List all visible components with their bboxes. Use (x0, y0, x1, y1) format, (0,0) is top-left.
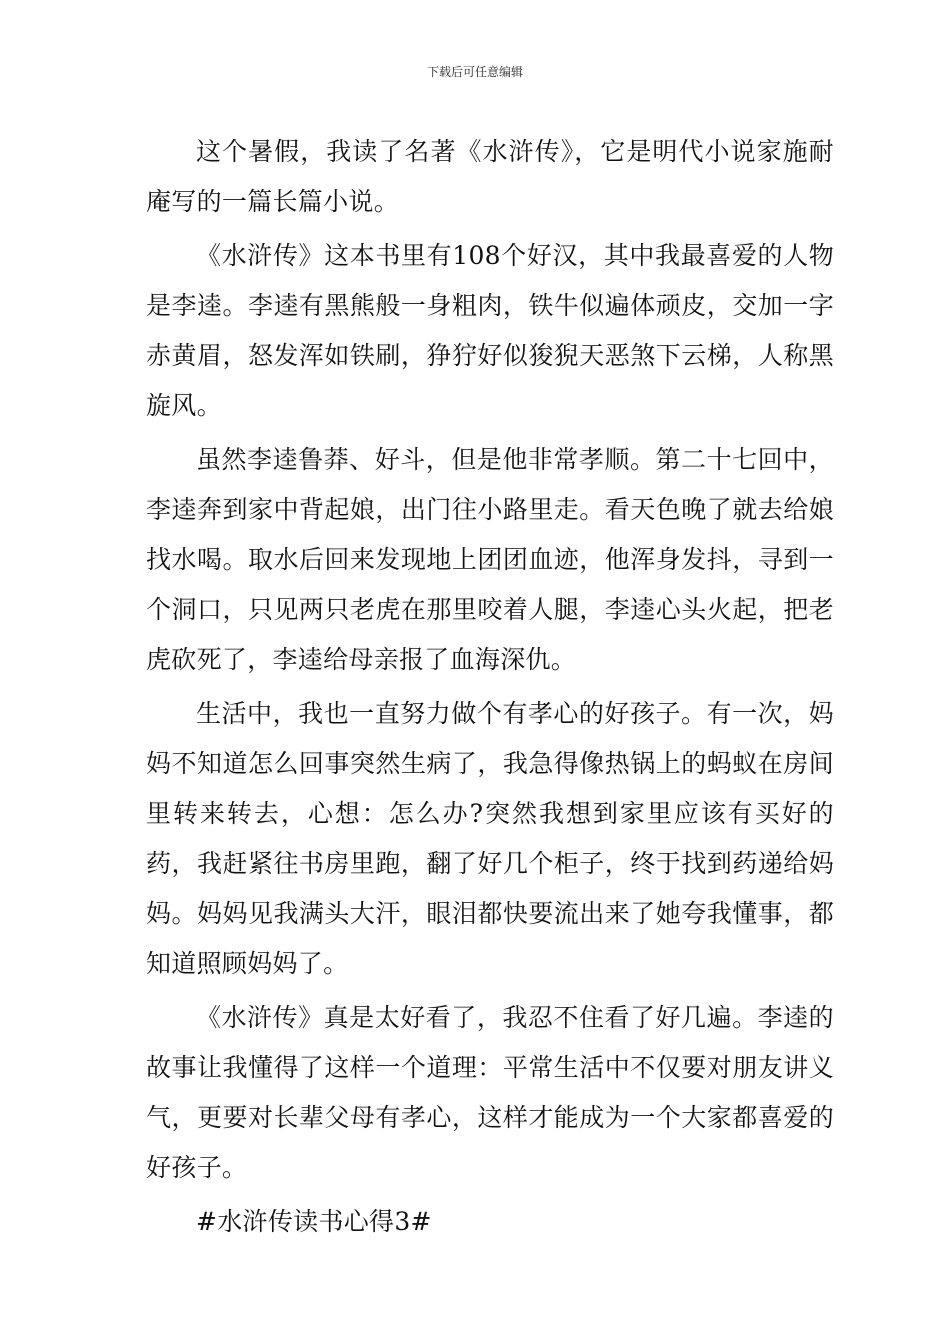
paragraph-1: 这个暑假，我读了名著《水浒传》，它是明代小说家施耐庵写的一篇长篇小说。 (146, 137, 834, 216)
section-heading: #水浒传读书心得3# (196, 1207, 432, 1236)
paragraph-4: 生活中，我也一直努力做个有孝心的好孩子。有一次，妈妈不知道怎么回事突然生病了，我急得像热锅上的蚂蚁在房间里转来转去，心想：怎么办?突然我想到家里应该有买好的药，我赶紧往书房里跑，翻了好几个柜子，终于找到药递给妈妈。妈妈见我满头大汗，眼泪都快要流出来了她夸我懂事，都知道照顾妈妈了。 (146, 699, 834, 978)
page-header-note: 下载后可任意编辑 (426, 65, 523, 79)
paragraph-3: 虽然李逵鲁莽、好斗，但是他非常孝顺。第二十七回中，李逵奔到家中背起娘，出门往小路里走。看天色晚了就去给娘找水喝。取水后回来发现地上团团血迹，他浑身发抖，寻到一个洞口，只见两只老虎在那里咬着人腿，李逵心头火起，把老虎砍死了，李逵给母亲报了血海深仇。 (146, 445, 834, 674)
paragraph-2: 《水浒传》这本书里有108个好汉，其中我最喜爱的人物是李逵。李逵有黑熊般一身粗肉，铁牛似遍体顽皮，交加一字赤黄眉，怒发浑如铁刷，狰狞好似狻猊天恶煞下云梯，人称黑旋风。 (146, 241, 834, 420)
paragraph-5: 《水浒传》真是太好看了，我忍不住看了好几遍。李逵的故事让我懂得了这样一个道理：平常生活中不仅要对朋友讲义气，更要对长辈父母有孝心，这样才能成为一个大家都喜爱的好孩子。 (146, 1003, 834, 1182)
document-body (146, 127, 834, 1247)
